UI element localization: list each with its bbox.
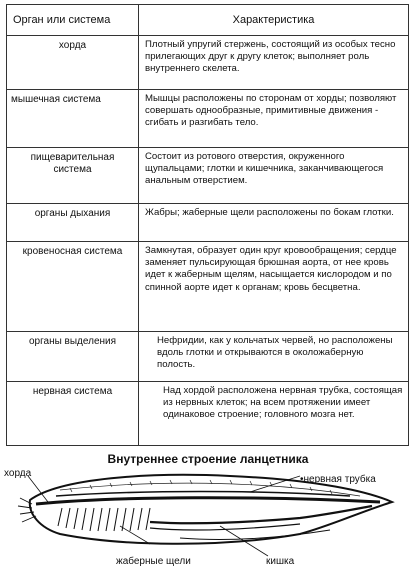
description-cell: Мышцы расположены по сторонам от хорды; позволяют совершать однообразные, примитивные движения - сгибать и разгибать тело. bbox=[139, 90, 409, 148]
organ-cell: нервная система bbox=[7, 382, 139, 446]
table-row bbox=[7, 242, 409, 332]
organ-cell: органы выделения bbox=[7, 332, 139, 382]
label-intestine: кишка bbox=[266, 556, 295, 567]
organ-cell: органы дыхания bbox=[7, 204, 139, 242]
organ-cell: мышечная система bbox=[7, 90, 139, 148]
organ-cell: пищеварительная система bbox=[7, 148, 139, 204]
description-cell: Состоит из ротового отверстия, окруженного щупальцами; глотки и кишечника, заканчивающегося анальным отверстием. bbox=[139, 148, 409, 204]
description-cell: Над хордой расположена нервная трубка, состоящая из нервных клеток; на всем протяжении имеет одинаковое строение; головного мозга нет. bbox=[139, 382, 409, 446]
table-header-row bbox=[7, 5, 409, 36]
label-chord: хорда bbox=[4, 468, 32, 479]
organ-cell: кровеносная система bbox=[7, 242, 139, 332]
diagram-title: Внутреннее строение ланцетника bbox=[107, 452, 309, 466]
table-row bbox=[7, 332, 409, 382]
organ-table bbox=[6, 4, 409, 446]
lancelet-organ-table bbox=[6, 4, 408, 446]
description-cell: Жабры; жаберные щели расположены по бокам глотки. bbox=[139, 204, 409, 242]
description-cell: Нефридии, как у кольчатых червей, но расположены вдоль глотки и открываются в околожаберную полость. bbox=[139, 332, 409, 382]
label-neural-tube: •нервная трубка bbox=[300, 474, 376, 485]
description-cell: Плотный упругий стержень, состоящий из особых тесно прилегающих друг к другу клеток; выполняет роль внутреннего скелета. bbox=[139, 36, 409, 90]
label-gill-slits: жаберные щели bbox=[116, 556, 191, 567]
lancelet-diagram bbox=[0, 452, 416, 570]
label-neural-tube-text: нервная трубка bbox=[303, 474, 376, 485]
lancelet-body bbox=[30, 475, 392, 544]
table-row bbox=[7, 382, 409, 446]
header-characteristic: Характеристика bbox=[139, 5, 409, 36]
description-cell: Замкнутая, образует один круг кровообращения; сердце заменяет пульсирующая брюшная аорта, от нее кровь идет к жаберным щелям, насыщается кислородом и по спинной аорте идет к органам; кровь бесцветна. bbox=[139, 242, 409, 332]
header-organ: Орган или система bbox=[7, 5, 139, 36]
table-row bbox=[7, 204, 409, 242]
table-row bbox=[7, 36, 409, 90]
lancelet-drawing bbox=[0, 452, 416, 570]
organ-cell: хорда bbox=[7, 36, 139, 90]
table-row bbox=[7, 148, 409, 204]
table-row bbox=[7, 90, 409, 148]
